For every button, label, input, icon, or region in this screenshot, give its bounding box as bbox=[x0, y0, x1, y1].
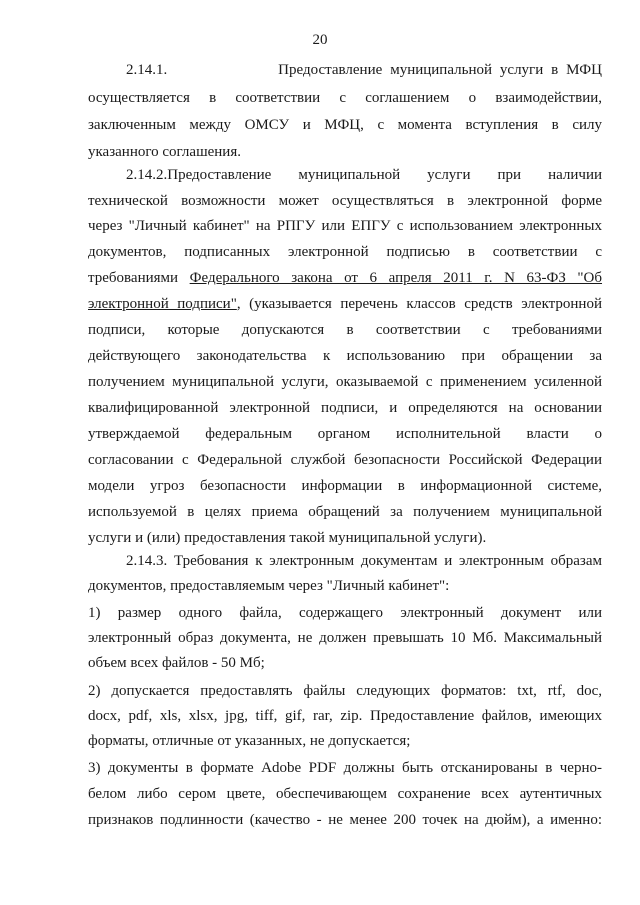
text-line: 1) размер одного файла, содержащего электронный документ или bbox=[88, 605, 602, 621]
text-line: осуществляется в соответствии с соглашением о взаимодействии, bbox=[88, 90, 602, 106]
text-line: квалифицированной электронной подписи, и определяются на основании bbox=[88, 400, 602, 416]
text-line: признаков подлинности (качество - не менее 200 точек на дюйм), а именно: bbox=[88, 812, 602, 828]
text-line: документов, предоставляемым через "Личный кабинет": bbox=[88, 578, 450, 594]
text-line: 2) допускается предоставлять файлы следующих форматов: txt, rtf, doc, bbox=[88, 683, 602, 699]
line-text: требованиями bbox=[88, 270, 190, 286]
text-line: форматы, отличные от указанных, не допускается; bbox=[88, 733, 411, 749]
text-line: 2.14.1. Предоставление муниципальной услуги в МФЦ bbox=[126, 62, 602, 78]
text-line: 2.14.2.Предоставление муниципальной услуги при наличии bbox=[126, 167, 602, 183]
law-reference-link[interactable]: Федерального закона от 6 апреля 2011 г. N 63-ФЗ "Об bbox=[189, 270, 603, 286]
text-line: объем всех файлов - 50 Мб; bbox=[88, 655, 265, 671]
text-line: получением муниципальной услуги, оказываемой с применением усиленной bbox=[88, 374, 602, 390]
text-line: через "Личный кабинет" на РПГУ или ЕПГУ с использованием электронных bbox=[88, 218, 602, 234]
text-line: заключенным между ОМСУ и МФЦ, с момента вступления в силу bbox=[88, 117, 602, 133]
text-line: docx, pdf, xls, xlsx, jpg, tiff, gif, rar, zip. Предоставление файлов, имеющих bbox=[88, 708, 602, 724]
text-line: электронный образ документа, не должен превышать 10 Мб. Максимальный bbox=[88, 630, 602, 646]
text-line: указанного соглашения. bbox=[88, 144, 241, 160]
text-line: подписи, которые допускаются в соответствии с требованиями bbox=[88, 322, 602, 338]
text-line: используемой в целях приема обращений за получением муниципальной bbox=[88, 504, 602, 520]
text-line: услуги и (или) предоставления такой муниципальной услуги). bbox=[88, 530, 487, 546]
page-number: 20 bbox=[312, 32, 328, 48]
text-line: 2.14.3. Требования к электронным документам и электронным образам bbox=[126, 553, 602, 569]
text-line bbox=[88, 268, 602, 288]
text-line bbox=[88, 294, 602, 314]
text-line: белом либо сером цвете, обеспечивающем сохранение всех аутентичных bbox=[88, 786, 602, 802]
text-line: 3) документы в формате Adobe PDF должны быть отсканированы в черно- bbox=[88, 760, 602, 776]
text-line: технической возможности может осуществляться в электронной форме bbox=[88, 193, 602, 209]
law-reference-link-continued[interactable]: электронной подписи" bbox=[88, 296, 237, 312]
text-line: утверждаемой федеральным органом исполнительной власти о bbox=[88, 426, 602, 442]
text-line: документов, подписанных электронной подписью в соответствии с bbox=[88, 244, 602, 260]
text-line: согласовании с Федеральной службой безопасности Российской Федерации bbox=[88, 452, 602, 468]
text-line: модели угроз безопасности информации в информационной системе, bbox=[88, 478, 602, 494]
line-text: , (указывается перечень классов средств электронной bbox=[236, 296, 602, 312]
text-line: действующего законодательства к использованию при обращении за bbox=[88, 348, 602, 364]
